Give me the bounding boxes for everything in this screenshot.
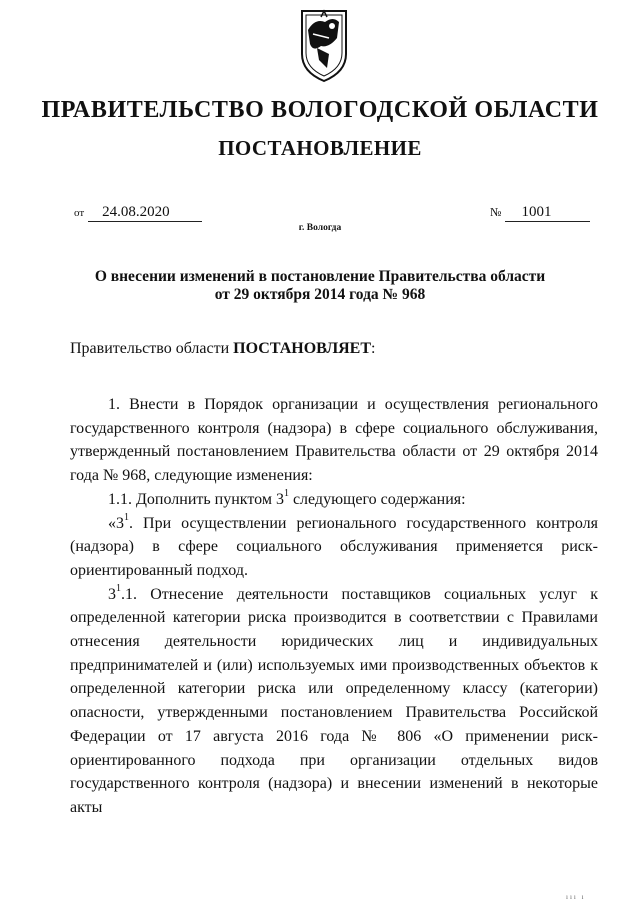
subject-line-1: О внесении изменений в постановление Правительства области [94, 268, 546, 285]
paragraph-2: 1.1. Дополнить пунктом $3^1$ следующего содержания: [108, 488, 466, 508]
decree-prefix: Правительство области [70, 340, 234, 357]
number-field [490, 204, 590, 222]
subject-heading [80, 268, 560, 304]
number-label: № [490, 205, 502, 219]
decree-verb: ПОСТАНОВЛЯЕТ [233, 340, 372, 357]
date-field [74, 204, 202, 222]
decree-suffix: : [371, 340, 376, 357]
document-type: ПОСТАНОВЛЕНИЕ [218, 136, 422, 160]
paragraph-3: «$3^1$. При осуществлении регионального государственного контроля (надзора) в сфере социального обслуживания применяется риск-ориентированный подход. [70, 512, 598, 579]
date-label: от [74, 207, 85, 219]
page-corner-mark: ııı ı [566, 893, 586, 901]
date-value: 24.08.2020 [88, 204, 202, 222]
subject-line-2: от 29 октября 2014 года № 968 [214, 286, 426, 303]
document-body [70, 393, 598, 820]
organization-title: ПРАВИТЕЛЬСТВО ВОЛОГОДСКОЙ ОБЛАСТИ [41, 97, 599, 123]
paragraph-1: 1. Внести в Порядок организации и осуществления регионального государственного контроля (надзора) в сфере социального обслуживания, утвержденный постановлением Правительства области от 29 октября 2014 года № 968, следующие изменения: [70, 396, 598, 485]
coat-of-arms-icon [299, 8, 349, 84]
paragraph-4: $3^1.1$. Отнесение деятельности поставщиков социальных услуг к определенной категории риска производится в соответствии с Правилами отнесения деятельности юридических лиц и индивидуальных предпринимателей и (или) используемых ими производственных объектов к определенной категории риска или определенному классу (категории) опасности, утвержденными постановлением Правительства Российской Федерации от 17 августа 2016 года № 806 «О применении риск-ориентированного подхода при организации отдельных видов государственного контроля (надзора) и внесении изменений в некоторые акты [70, 583, 598, 816]
city: г. Вологда [298, 223, 342, 233]
number-value: 1001 [505, 204, 590, 222]
decree-line [70, 340, 375, 358]
